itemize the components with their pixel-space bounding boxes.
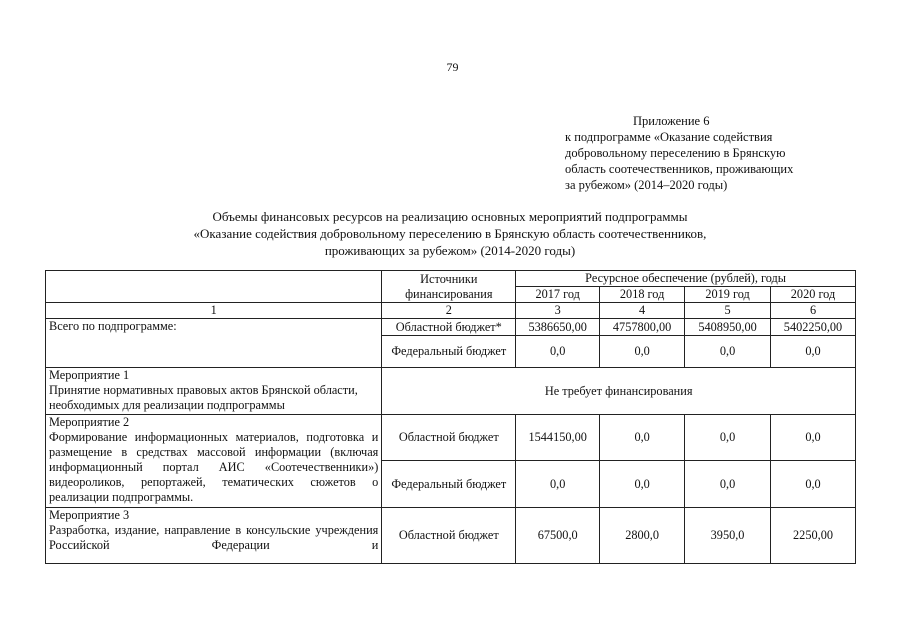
header-sources: Источники финансирования [382,271,516,303]
table-column-numbers-row [46,303,856,319]
value-cell: 2250,00 [771,508,856,564]
table-header-row [46,271,856,287]
event-cell [46,415,382,508]
value-cell: 0,0 [600,415,685,461]
header-year: 2018 год [600,287,685,303]
value-cell: 0,0 [685,336,771,368]
column-number: 6 [771,303,856,319]
event-label: Мероприятие 1 [49,368,130,382]
value-cell: 0,0 [685,415,771,461]
table-row [46,319,856,336]
source-cell: Федеральный бюджет [382,461,516,508]
column-number: 5 [685,303,771,319]
header-year: 2020 год [771,287,856,303]
value-cell: 5402250,00 [771,319,856,336]
value-cell: 0,0 [771,336,856,368]
event-label: Мероприятие 3 [49,508,130,522]
appendix-title: Приложение 6 [633,114,710,128]
page-number: 79 [446,60,459,74]
header-year: 2019 год [685,287,771,303]
value-cell: 2800,0 [600,508,685,564]
source-cell: Федеральный бюджет [382,336,516,368]
event-label: Мероприятие 2 [49,415,130,429]
value-cell: 0,0 [771,461,856,508]
no-funding-note: Не требует финансирования [382,368,856,415]
document-title [100,208,800,259]
header-year: 2017 год [516,287,600,303]
value-cell: 0,0 [516,336,600,368]
event-cell [46,368,382,415]
appendix-line: за рубежом» (2014–2020 годы) [565,178,728,192]
document-title-line: проживающих за рубежом» (2014-2020 годы) [324,243,576,258]
appendix-line: к подпрограмме «Оказание содействия [565,130,773,144]
financing-table [45,270,856,564]
value-cell: 0,0 [685,461,771,508]
column-number: 1 [46,303,382,319]
column-number: 4 [600,303,685,319]
source-cell: Областной бюджет [382,508,516,564]
appendix-line: область соотечественников, проживающих [565,162,794,176]
value-cell: 5386650,00 [516,319,600,336]
document-title-line: «Оказание содействия добровольному переселению в Брянскую область соотечественников, [193,226,707,241]
value-cell: 0,0 [771,415,856,461]
event-cell [46,508,382,564]
header-resources: Ресурсное обеспечение (рублей), годы [516,271,856,287]
value-cell: 0,0 [600,336,685,368]
appendix-line: добровольному переселению в Брянскую [565,146,786,160]
document-title-line: Объемы финансовых ресурсов на реализацию основных мероприятий подпрограммы [212,209,688,224]
value-cell: 4757800,00 [600,319,685,336]
value-cell: 5408950,00 [685,319,771,336]
value-cell: 3950,0 [685,508,771,564]
value-cell: 67500,0 [516,508,600,564]
table-row [46,415,856,461]
value-cell: 0,0 [516,461,600,508]
source-cell: Областной бюджет* [382,319,516,336]
column-number: 2 [382,303,516,319]
event-text: Принятие нормативных правовых актов Брянской области, необходимых для реализации подпрограммы [49,383,358,412]
event-text: Формирование информационных материалов, подготовка и размещение в средствах массовой информации (включая информационный портал АИС «Соотечественники») видеороликов, репортажей, тематических сюжетов о реализации подпрограммы. [49,430,379,504]
column-number: 3 [516,303,600,319]
source-cell: Областной бюджет [382,415,516,461]
value-cell: 1544150,00 [516,415,600,461]
appendix-caption [565,113,865,193]
header-event-cell [46,271,382,303]
event-text: Разработка, издание, направление в консульские учреждения Российской Федерации и [49,523,379,552]
total-label: Всего по подпрограмме: [46,319,382,368]
table-row [46,368,856,415]
value-cell: 0,0 [600,461,685,508]
table-row [46,508,856,564]
